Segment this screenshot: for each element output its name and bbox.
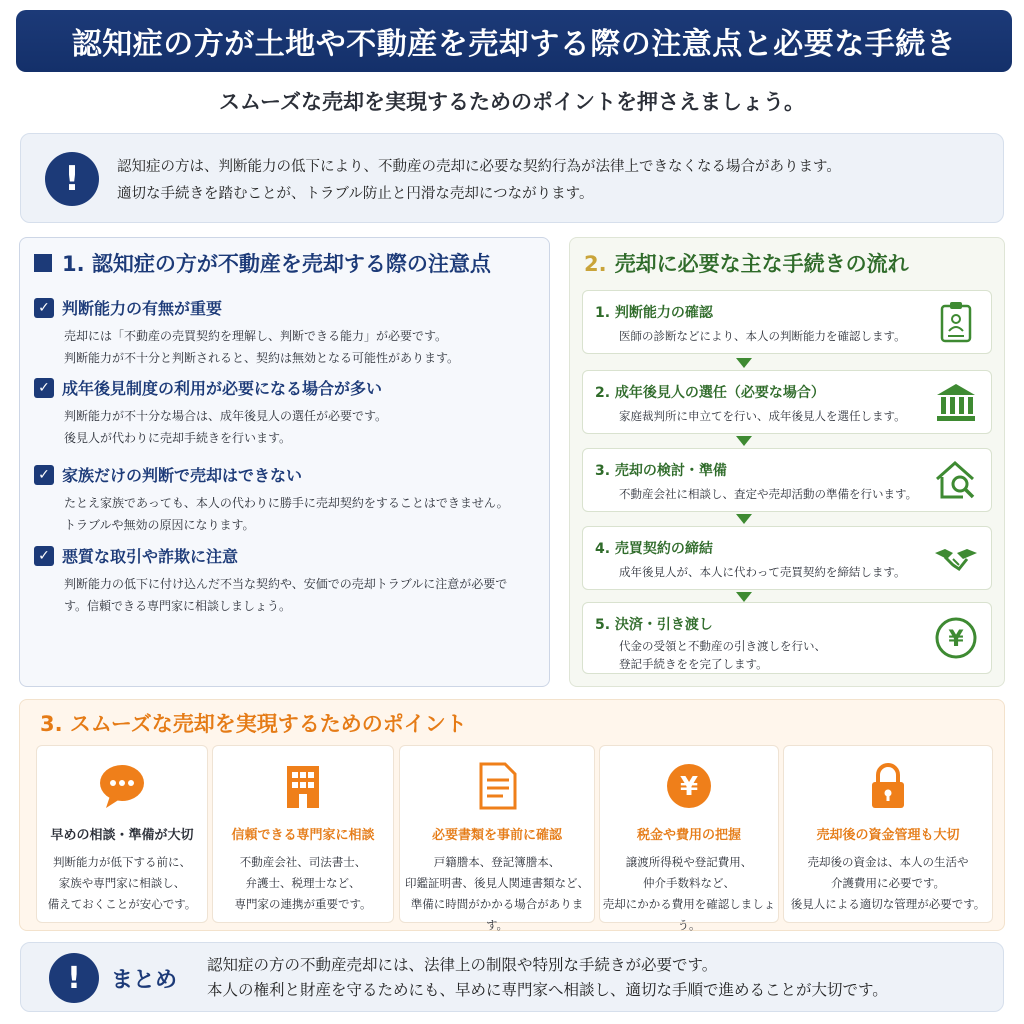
section-title: 3. スムーズな売却を実現するためのポイント xyxy=(40,712,467,736)
point-text: 専門家の連携が重要です。 xyxy=(234,897,372,911)
caution-item xyxy=(34,376,544,449)
page-title: 認知症の方が土地や不動産を売却する際の注意点と必要な手続き xyxy=(16,10,1012,72)
checkbox-icon: ✓ xyxy=(34,378,54,398)
caution-item xyxy=(34,296,544,369)
summary-box xyxy=(20,942,1004,1012)
flow-arrow xyxy=(736,592,752,602)
intro-box xyxy=(20,133,1004,223)
svg-text:¥: ¥ xyxy=(948,627,964,652)
point-card xyxy=(36,745,208,923)
point-text: 売却後の資金は、本人の生活や xyxy=(807,855,969,869)
caution-text: 判断能力の低下に付け込んだ不当な契約や、安価での売却トラブルに注意が必要で xyxy=(64,577,508,591)
flow-arrow xyxy=(736,436,752,446)
section-heading xyxy=(584,248,909,278)
section-title: 売却に必要な主な手続きの流れ xyxy=(614,252,909,276)
section-cautions xyxy=(19,237,550,687)
caution-text: トラブルや無効の原因になります。 xyxy=(64,518,255,532)
step-text: 家庭裁判所に申立てを行い、成年後見人を選任します。 xyxy=(619,409,906,423)
caution-item xyxy=(34,463,544,536)
yen-circle-icon xyxy=(933,615,979,661)
exclamation-icon: ! xyxy=(45,152,99,206)
procedure-step xyxy=(582,290,992,354)
caution-heading: 成年後見制度の利用が必要になる場合が多い xyxy=(62,379,383,398)
procedure-step xyxy=(582,370,992,434)
point-title: 売却後の資金管理も大切 xyxy=(816,828,960,843)
handshake-icon xyxy=(933,535,979,581)
procedure-step xyxy=(582,448,992,512)
exclamation-icon: ! xyxy=(49,953,99,1003)
point-card xyxy=(399,745,595,932)
point-card xyxy=(599,745,779,932)
step-text: 登記手続きをを完了します。 xyxy=(619,657,768,671)
summary-label: まとめ xyxy=(111,968,178,993)
step-title: 2. 成年後見人の選任（必要な場合） xyxy=(595,385,825,401)
caution-text: 売却には「不動産の売買契約を理解し、判断できる能力」が必要です。 xyxy=(64,329,448,343)
summary-text: 本人の権利と財産を守るためにも、早めに専門家へ相談し、適切な手順で進めることが大切です。 xyxy=(207,981,888,999)
point-text: 不動産会社、司法書士、 xyxy=(239,855,367,869)
step-text: 成年後見人が、本人に代わって売買契約を締結します。 xyxy=(619,565,906,579)
point-text: 判断能力が低下する前に、 xyxy=(53,855,191,869)
caution-text: 判断能力が不十分と判断されると、契約は無効となる可能性があります。 xyxy=(64,351,460,365)
svg-text:¥: ¥ xyxy=(679,772,699,802)
point-text: 介護費用に必要です。 xyxy=(830,876,946,890)
clipboard-icon xyxy=(933,299,979,345)
section-procedures xyxy=(569,237,1005,687)
point-text: 仲介手数料など、 xyxy=(643,876,735,890)
speech-bubble-icon xyxy=(96,760,148,812)
point-text: 家族や専門家に相談し、 xyxy=(58,876,186,890)
point-text: 印鑑証明書、後見人関連書類など、 xyxy=(405,876,589,890)
flow-arrow xyxy=(736,358,752,368)
point-text: 後見人による適切な管理が必要です。 xyxy=(790,897,986,911)
checkbox-icon: ✓ xyxy=(34,546,54,566)
step-text: 不動産会社に相談し、査定や売却活動の準備を行います。 xyxy=(619,487,918,501)
point-text: 譲渡所得税や登記費用、 xyxy=(625,855,753,869)
step-text: 医師の診断などにより、本人の判断能力を確認します。 xyxy=(619,329,906,343)
intro-line: 認知症の方は、判断能力の低下により、不動産の売却に必要な契約行為が法律上できなくなる場合があります。 xyxy=(117,159,841,175)
caution-heading: 判断能力の有無が重要 xyxy=(62,299,223,318)
section-title: 1. 認知症の方が不動産を売却する際の注意点 xyxy=(62,252,491,276)
step-title: 1. 判断能力の確認 xyxy=(595,305,713,321)
point-text: 弁護士、税理士など、 xyxy=(245,876,361,890)
document-icon xyxy=(471,760,523,812)
section-points xyxy=(19,699,1005,931)
house-search-icon xyxy=(933,457,979,503)
point-text: 戸籍謄本、登記簿謄本、 xyxy=(433,855,561,869)
intro-line: 適切な手続きを踏むことが、トラブル防止と円滑な売却につながります。 xyxy=(117,186,594,202)
section-heading xyxy=(34,248,491,278)
point-card xyxy=(212,745,394,923)
yen-icon xyxy=(663,760,715,812)
step-title: 3. 売却の検討・準備 xyxy=(595,463,727,479)
point-title: 信頼できる専門家に相談 xyxy=(231,828,375,843)
caution-text: たとえ家族であっても、本人の代わりに勝手に売却契約をすることはできません。 xyxy=(64,496,509,510)
point-text: 売却にかかる費用を確認しましょう。 xyxy=(602,897,776,932)
page-subtitle: スムーズな売却を実現するためのポイントを押さえましょう。 xyxy=(219,90,805,114)
caution-heading: 家族だけの判断で売却はできない xyxy=(62,466,303,485)
point-title: 税金や費用の把握 xyxy=(636,828,741,843)
point-card xyxy=(783,745,993,923)
lock-icon xyxy=(862,760,914,812)
square-icon xyxy=(34,254,52,272)
caution-item xyxy=(34,544,544,617)
step-title: 4. 売買契約の締結 xyxy=(595,541,713,557)
summary-text: 認知症の方の不動産売却には、法律上の制限や特別な手続きが必要です。 xyxy=(207,956,718,974)
point-title: 必要書類を事前に確認 xyxy=(431,828,562,843)
section-number: 2. xyxy=(584,252,607,276)
courthouse-icon xyxy=(933,379,979,425)
caution-text: 後見人が代わりに売却手続きを行います。 xyxy=(64,431,292,445)
checkbox-icon: ✓ xyxy=(34,465,54,485)
procedure-step xyxy=(582,526,992,590)
step-text: 代金の受領と不動産の引き渡しを行い、 xyxy=(619,639,826,653)
caution-heading: 悪質な取引や詐欺に注意 xyxy=(62,547,239,566)
caution-text: 判断能力が不十分な場合は、成年後見人の選任が必要です。 xyxy=(64,409,388,423)
building-icon xyxy=(277,760,329,812)
caution-text: す。信頼できる専門家に相談しましょう。 xyxy=(64,599,292,613)
procedure-step xyxy=(582,602,992,674)
checkbox-icon: ✓ xyxy=(34,298,54,318)
flow-arrow xyxy=(736,514,752,524)
point-title: 早めの相談・準備が大切 xyxy=(50,828,194,843)
step-title: 5. 決済・引き渡し xyxy=(595,617,713,633)
point-text: 準備に時間がかかる場合があります。 xyxy=(410,897,584,932)
point-text: 備えておくことが安心です。 xyxy=(47,897,197,911)
